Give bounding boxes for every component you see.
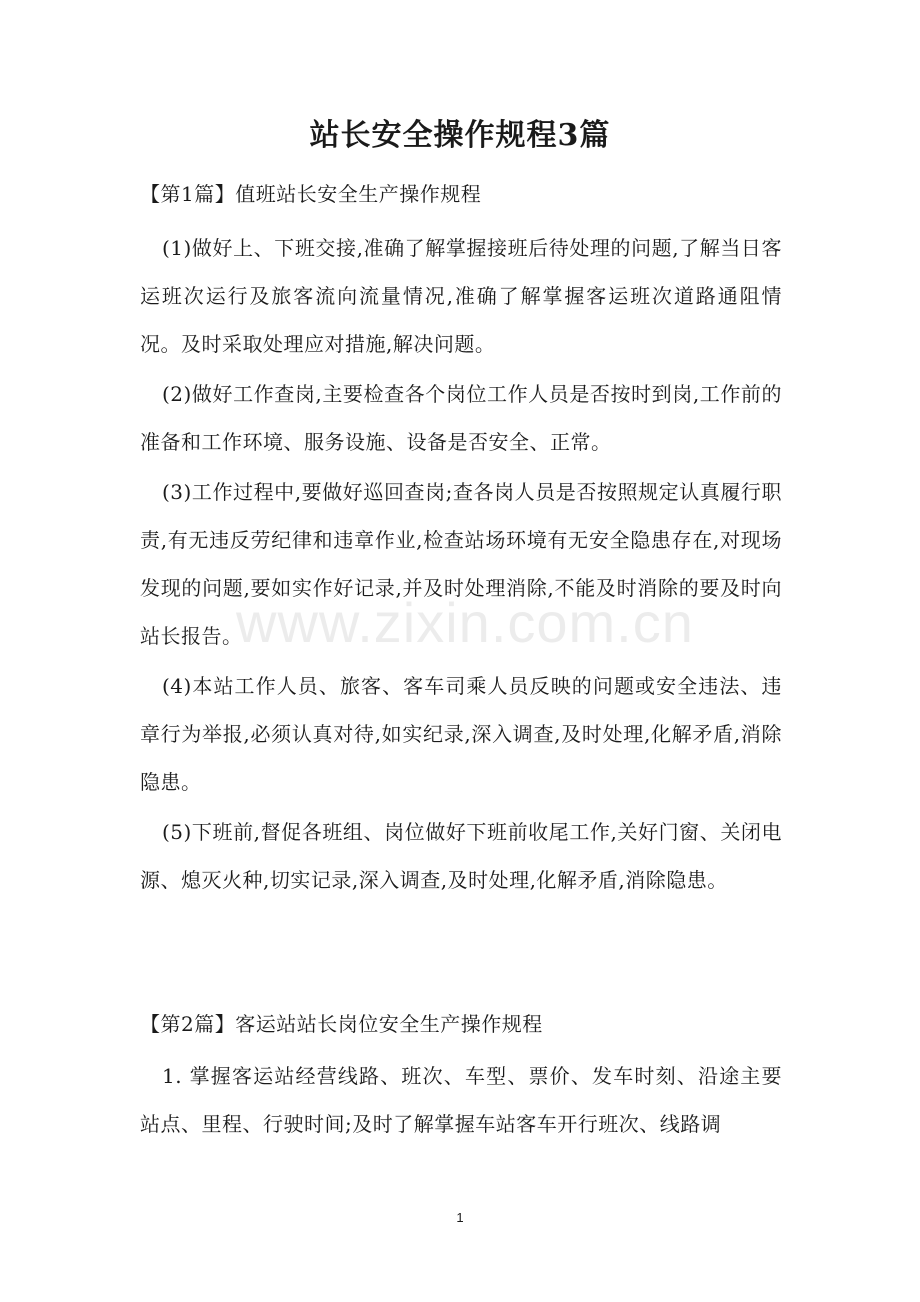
paragraph: (1)做好上、下班交接,准确了解掌握接班后待处理的问题,了解当日客运班次运行及旅客流向流量情况,准确了解掌握客运班次道路通阻情况。及时采取处理应对措施,解决问题。 xyxy=(140,236,782,356)
paragraph: (4)本站工作人员、旅客、客车司乘人员反映的问题或安全违法、违章行为举报,必须认真对待,如实纪录,深入调查,及时处理,化解矛盾,消除隐患。 xyxy=(140,674,782,794)
paragraph: 1. 掌握客运站经营线路、班次、车型、票价、发车时刻、沿途主要站点、里程、行驶时间;及时了解掌握车站客车开行班次、线路调 xyxy=(140,1064,782,1136)
section-heading: 【第2篇】客运站站长岗位安全生产操作规程 xyxy=(140,1012,543,1036)
watermark: www.zixin.com.cn xyxy=(236,591,694,654)
paragraph: (3)工作过程中,要做好巡回查岗;查各岗人员是否按照规定认真履行职责,有无违反劳纪律和违章作业,检查站场环境有无安全隐患存在,对现场发现的问题,要如实作好记录,并及时处理消除,不能及时消除的要及时向站长报告。 xyxy=(140,480,782,648)
section-2 xyxy=(140,1004,782,1148)
section-1 xyxy=(140,174,782,904)
paragraph: (2)做好工作查岗,主要检查各个岗位工作人员是否按时到岗,工作前的准备和工作环境、服务设施、设备是否安全、正常。 xyxy=(140,382,782,454)
page-number: 1 xyxy=(456,1210,464,1225)
document-body xyxy=(140,174,782,1150)
section-spacer xyxy=(140,906,782,1004)
section-heading: 【第1篇】值班站长安全生产操作规程 xyxy=(140,182,482,206)
paragraph: (5)下班前,督促各班组、岗位做好下班前收尾工作,关好门窗、关闭电源、熄灭火种,切实记录,深入调查,及时处理,化解矛盾,消除隐患。 xyxy=(140,820,782,892)
document-title: 站长安全操作规程3篇 xyxy=(309,118,611,153)
